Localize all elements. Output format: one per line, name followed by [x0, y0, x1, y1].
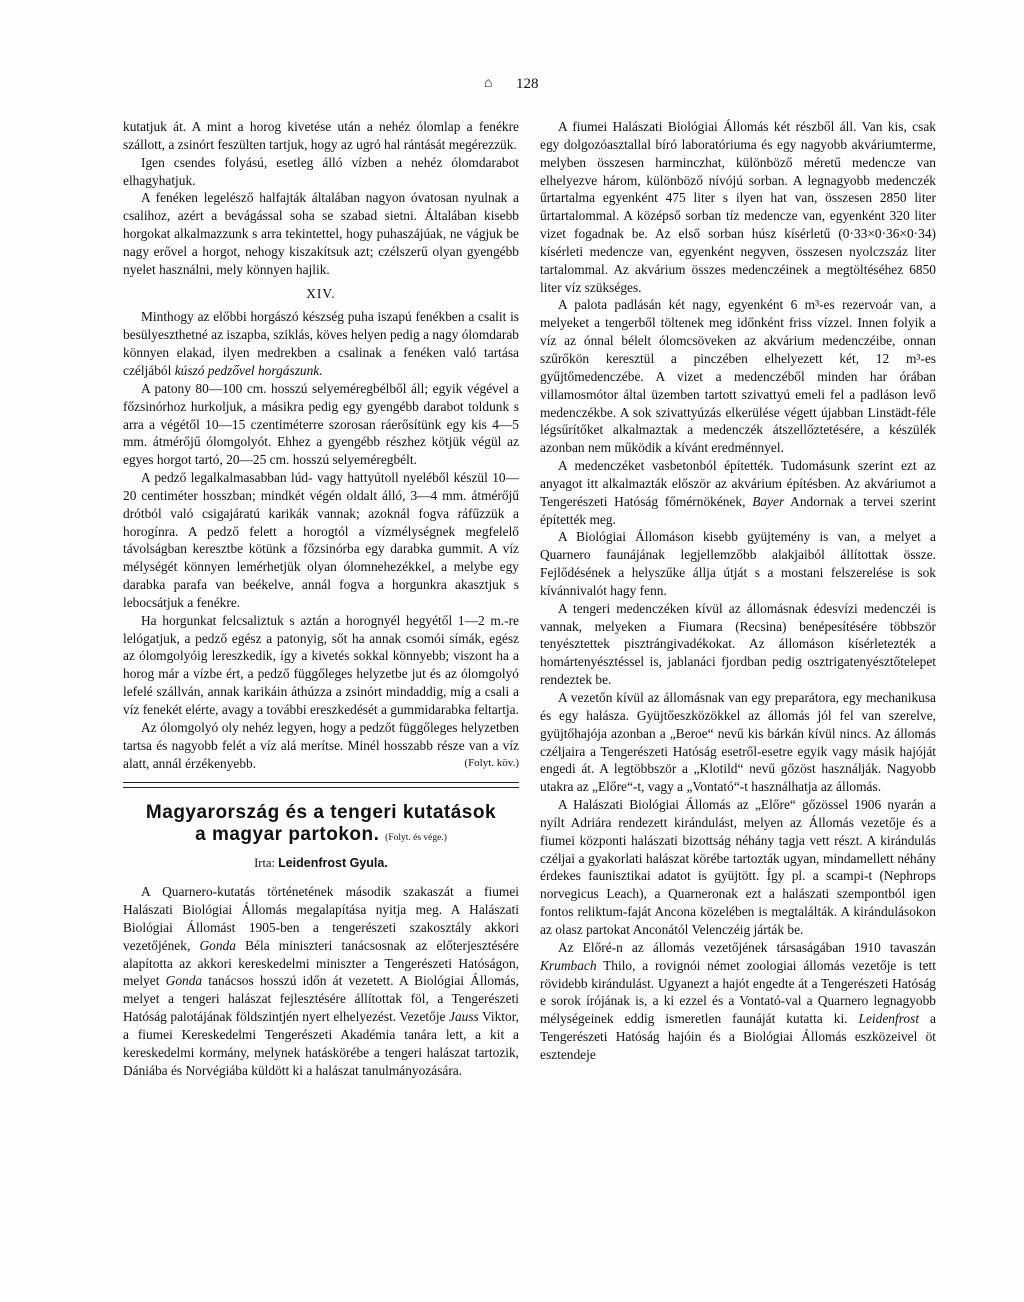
paragraph-text: Thilo, a rovignói német zoologiai állomás vezetője is tett rövidebb kirándulást. Ugyanezt a hajót engedte át a Tengerészeti Hatóság e sorok írójának is, a ki ezzel és a Vontató-val a Quarnero legnagyobb mélységeinek eddig ismeretlen faunáját kutatta ki. [540, 957, 936, 1027]
emphasis-text: kúszó pedzővel horgászunk. [174, 362, 323, 378]
paragraph: A vezetőn kívül az állomásnak van egy preparátora, egy mechanikusa és egy halásza. Gyüjtőeszközökkel az állomás jól fel van szerelve, gyüjtőhajója azonban a „Beroe“ nevű kis bárkán kívül nincs. Az állomás czéljaira a Tengerészeti Hatóság esetről-esetre egyik vagy másik hajóját engedi át. A legtöbbször a „Klotild“ nevű gőzöst használják. Nagyobb utakra az „Előre“-t, vagy a „Vontató“-t használhatja az állomás. [540, 690, 936, 795]
article-title-line1: Magyarország és a tengeri kutatások [145, 802, 497, 824]
byline-author: Leidenfrost Gyula. [278, 856, 388, 871]
paragraph-text: a Tengerészeti Hatóság hajóin és a Biológiai Állomás eszközeivel öt esztendeje [540, 1011, 936, 1062]
paragraph: A Halászati Biológiai Állomás az „Előre“ gőzössel 1906 nyarán a nyílt Adriára rendezett kirándulást, melyen az Állomás vezetője és a fiumei központi halászati bizottság néhány tagja vett részt. A kirándulás czéljai a gyakorlati halászat körébe tartozták ugyan, mindamellett néhány érdekes faunisztikai adatot is gyüjtött. Így pl. a scampi-t (Nephrops norvegicus Leach), a Quarneronak ezt a halászati szempontból igen fontos reliktum-faját Ancona közelében is megtalálták. A kirándulásokon az olasz partokat Anconától Velenczéig járták be. [540, 797, 936, 937]
divider [123, 787, 519, 788]
paragraph-text: Andornak a tervei szerint építették meg. [540, 493, 936, 527]
divider [123, 782, 519, 783]
emphasis-text: Leidenfrost [858, 1011, 920, 1027]
paragraph: A palota padlásán két nagy, egyenként 6 m³-es rezervoár van, a melyeket a tengerből töltenek meg időnként friss vízzel. Innen folyik a víz az ónnal bélelt ólomcsöveken az akvárium medenczéibe, onnan szűrőkön keresztül a pinczében elhelyezett két, 12 m³-es gyűjtőmedenczébe. A vizet a medenczéből minden har órában villamosmótor által üzemben tartott szivattyú emeli fel a padláson levő medenczékbe. A sok szivattyúzás elkerülése végett újabban Linstädt-féle légsűrítőket alkalmaztak a medenczék átszellőztetésére, a készülék azonban nem működik a kívánt eredménnyel. [540, 297, 936, 456]
paragraph-text: A Quarnero-kutatás történetének második szakaszát a fiumei Halászati Biológiai Állomás megalapítása nyitja meg. A Halászati Biológiai Állomást 1905-ben a tengerészeti szakosztály akkori vezetőjének, [123, 884, 519, 953]
paragraph: A patony 80—100 cm. hosszú selyeméregbélből áll; egyik végével a főzsinórhoz hurkoljuk, a másikra pedig egy gyengébb darabot toldunk s arra a végétől 10—15 czentiméterre szorosan ráerősítünk egy kis 4—5 mm. átmérőjű ólomgolyót. Ehhez a gyengébb részhez kötjük végül az egyes horgot tartó, 20—25 cm. hosszú selyeméregbélt. [123, 380, 519, 468]
article-title-text: a magyar partokon. [195, 824, 380, 846]
paragraph-text: Az ólomgolyó oly nehéz legyen, hogy a pedzőt függőleges helyzetben tartsa és nagyobb felét a víz alá merítse. Minél hosszabb része van a víz alatt, annál érzékenyebb. [123, 719, 519, 771]
left-column [123, 118, 519, 1080]
ornament-icon: ⌂ [484, 76, 493, 91]
paragraph: Ha horgunkat felcsaliztuk s aztán a horognyél hegyétől 1—2 m.-re lelógatjuk, a pedző egész a patonyig, sőt ha annak csomói símák, egész az ólomgolyóig lereszkedik, így a kivetés sokkal könnyebb; viszont ha a horog már a vízbe ért, a pedző függőleges helyzetbe jut és az ólomgolyó lefelé szállván, annak karikáin áthúzza a zsinórt mindaddig, míg a csali a víz fenekét elérte, avagy a további ereszkedését a gummidarabka feltartja. [123, 612, 519, 717]
emphasis-text: Krumbach [540, 957, 597, 973]
byline-label: Irta: [254, 856, 275, 871]
paragraph [540, 939, 936, 1064]
paragraph [540, 457, 936, 528]
paragraph-text: A medenczéket vasbetonból építették. Tudomásunk szerint ezt az anyagot itt alkalmazták először az akvárium építésben. Az akváriumot a Tengerészeti Hatóság főmérnökének, [540, 458, 936, 509]
paragraph-text: Az Előré-n az állomás vezetőjének társaságában 1910 tavaszán [558, 939, 936, 955]
article-title-note: (Folyt. és vége.) [385, 833, 447, 844]
paragraph-text: tanácsos hosszú időn át vezetett. A Biológiai Állomás, melyet a tengeri halászat fejlesztésére állítottak föl, a Tengerészeti Hatóság palotájának földszintjén nyert elhelyezést. Vezetője [123, 973, 519, 1025]
page-number: 128 [516, 76, 539, 92]
emphasis-text: Gonda [165, 973, 203, 989]
paragraph: A fiumei Halászati Biológiai Állomás két részből áll. Van kis, csak egy dolgozóasztallal bíró laboratóriuma és egy nagyobb akváriumterme, melyben összesen harminczhat, különböző méretű medencze van elhelyezve három, különböző nívójú sorban. A legnagyobb medenczék űrtartalma egyenként 475 liter s ilyen hat van, összesen 2850 liter űrtartalommal. A középső sorban tíz medencze van, egyenként 320 liter vizet fogadnak be. Az első sorban húsz kísérletű (0·33×0·36×0·34) kísérleti medencze van, egyenként negyven, összesen nyolczszáz liter tartalommal. Az akvárium összes medenczéinek a megtöltéséhez 6850 liter víz szükséges. [540, 119, 936, 295]
emphasis-text: Gonda [199, 937, 236, 953]
paragraph: A Biológiai Állomáson kisebb gyüjtemény is van, a melyet a Quarnero faunájának legjellemzőbb alakjaiból állítottak össze. Fejlődésének a helyszűke állja útját s a mostani felszerelése is sok kívánnivalót hagy fenn. [540, 529, 936, 598]
paragraph [123, 719, 519, 773]
right-column [540, 118, 936, 1064]
paragraph-text: Viktor, a fiumei Kereskedelmi Tengerészeti Akadémia tanára lett, a kit a kereskedelmi kormány, melynek hatáskörébe a tengeri halászat tartozik, Dániába és Norvégiába küldött ki a halászat tanulmányozására. [123, 1009, 519, 1078]
paragraph: Igen csendes folyású, esetleg álló vízben a nehéz ólomdarabot elhagyhatjuk. [123, 154, 519, 188]
paragraph-text: Béla miniszteri tanácsosnak az előterjesztésére alapította az akkori kereskedelmi miniszter a Tengerészeti Hatóságon, melyet [123, 937, 519, 989]
paragraph [123, 883, 519, 1079]
emphasis-text: Bayer [752, 493, 785, 509]
section-heading: XIV. [306, 285, 336, 301]
paragraph-text: Minthogy az előbbi horgászó készség puha iszapú fenékben a csalit is besülyeszthetné az iszapba, sziklás, köves helyen pedig a nagy ólomdarab könnyen elakad, ilyen medrekben a csalinak a fenéken való tartása czéljából [123, 309, 520, 378]
paragraph: A fenéken legelésző halfajták általában nagyon óvatosan nyulnak a csalihoz, azért a bevágással soha se szabad sietni. Általában kisebb horgokat alkalmazzunk s arra tekintettel, hogy puhaszájúak, ne vágjuk be nagy erővel a horgot, nehogy kiszakítsuk azt; czélszerű olyan gyengébb nyelet használni, mely könnyen hajlik. [123, 190, 519, 277]
continued-note: (Folyt. köv.) [464, 756, 519, 769]
article-title [123, 802, 519, 849]
byline [123, 855, 519, 873]
paragraph: kutatjuk át. A mint a horog kivetése után a nehéz ólomlap a fenékre szállott, a zsinórt feszülten tartjuk, hogy az ugró hal rántását megérezzük. [123, 119, 519, 152]
page-header [480, 76, 550, 96]
paragraph: A tengeri medenczéken kívül az állomásnak édesvízi medenczéi is vannak, melyeken a Fiumara (Recsina) benépesítésére többször tenyésztettek pisztrángivadékokat. Az állomáson kísérletezték a homártenyésztéssel is, jablanáci fjordban pedig osztrigatenyésztőtelepet rendeztek be. [540, 600, 936, 688]
emphasis-text: Jauss [449, 1009, 479, 1025]
paragraph: A pedző legalkalmasabban lúd- vagy hattyútoll nyeléből készül 10—20 centiméter hosszban; mindkét végén oldalt álló, 3—4 mm. átmérőjű drótból való csigajáratú karikák vannak; azoknál fogva ráfűzzük a horogínra. A pedző felett a horogtól a vízmélységnek megfelelő távolságban keresztbe kötünk a főzsinórba egy darabka gummit. A víz mélységét könnyen lemérhetjük olyan ólomnehezékkel, a melybe egy darabka parafa van beékelve, annál fogva a horgunkra akasztjuk s lebocsátjuk a fenékre. [123, 470, 519, 610]
article-title-line2 [123, 824, 519, 849]
paragraph [123, 308, 519, 379]
